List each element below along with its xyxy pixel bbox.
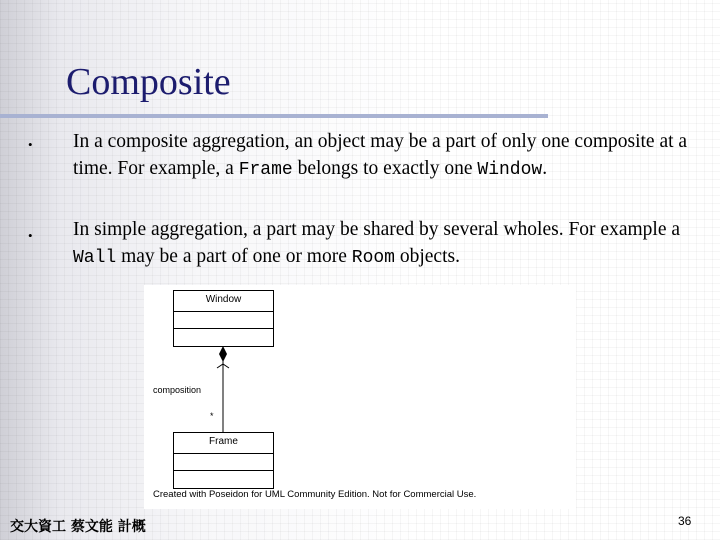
code-frame: Frame <box>238 160 293 180</box>
title-underline <box>0 114 548 118</box>
bullet-marker-1: • <box>28 137 33 152</box>
class-frame <box>173 432 274 489</box>
bullet-2-part-1: In simple aggregation, a part may be shared by several wholes. For example a <box>73 219 681 240</box>
multiplicity-label: * <box>210 411 214 421</box>
code-wall: Wall <box>73 248 117 268</box>
bullet-text-1 <box>73 128 693 184</box>
bullet-1-part-5: . <box>542 158 548 179</box>
uml-diagram <box>144 285 576 509</box>
class-frame-name: Frame <box>174 433 273 454</box>
page-number: 36 <box>678 514 692 528</box>
bullet-2-part-3: may be a part of one or more <box>116 246 352 267</box>
class-window-name: Window <box>174 291 273 312</box>
composition-diamond <box>219 346 227 362</box>
footer-author: 交大資工 蔡文能 計概 <box>10 519 146 535</box>
association-label: composition <box>153 385 202 395</box>
bullet-1-part-1: In a composite aggregation, an object may be a part of only one composite at a time. For example, a <box>73 131 688 179</box>
class-frame-operations <box>174 471 273 487</box>
class-frame-attributes <box>174 454 273 471</box>
bullet-2-part-5: objects. <box>394 246 460 267</box>
slide-title: Composite <box>66 61 231 103</box>
code-room: Room <box>351 248 395 268</box>
bullet-text-2 <box>73 216 693 272</box>
bullet-marker-2: • <box>28 228 33 243</box>
bullet-1-part-3: belongs to exactly one <box>292 158 478 179</box>
tool-watermark: Created with Poseidon for UML Community Edition. Not for Commercial Use. <box>153 489 477 500</box>
code-window: Window <box>477 160 543 180</box>
